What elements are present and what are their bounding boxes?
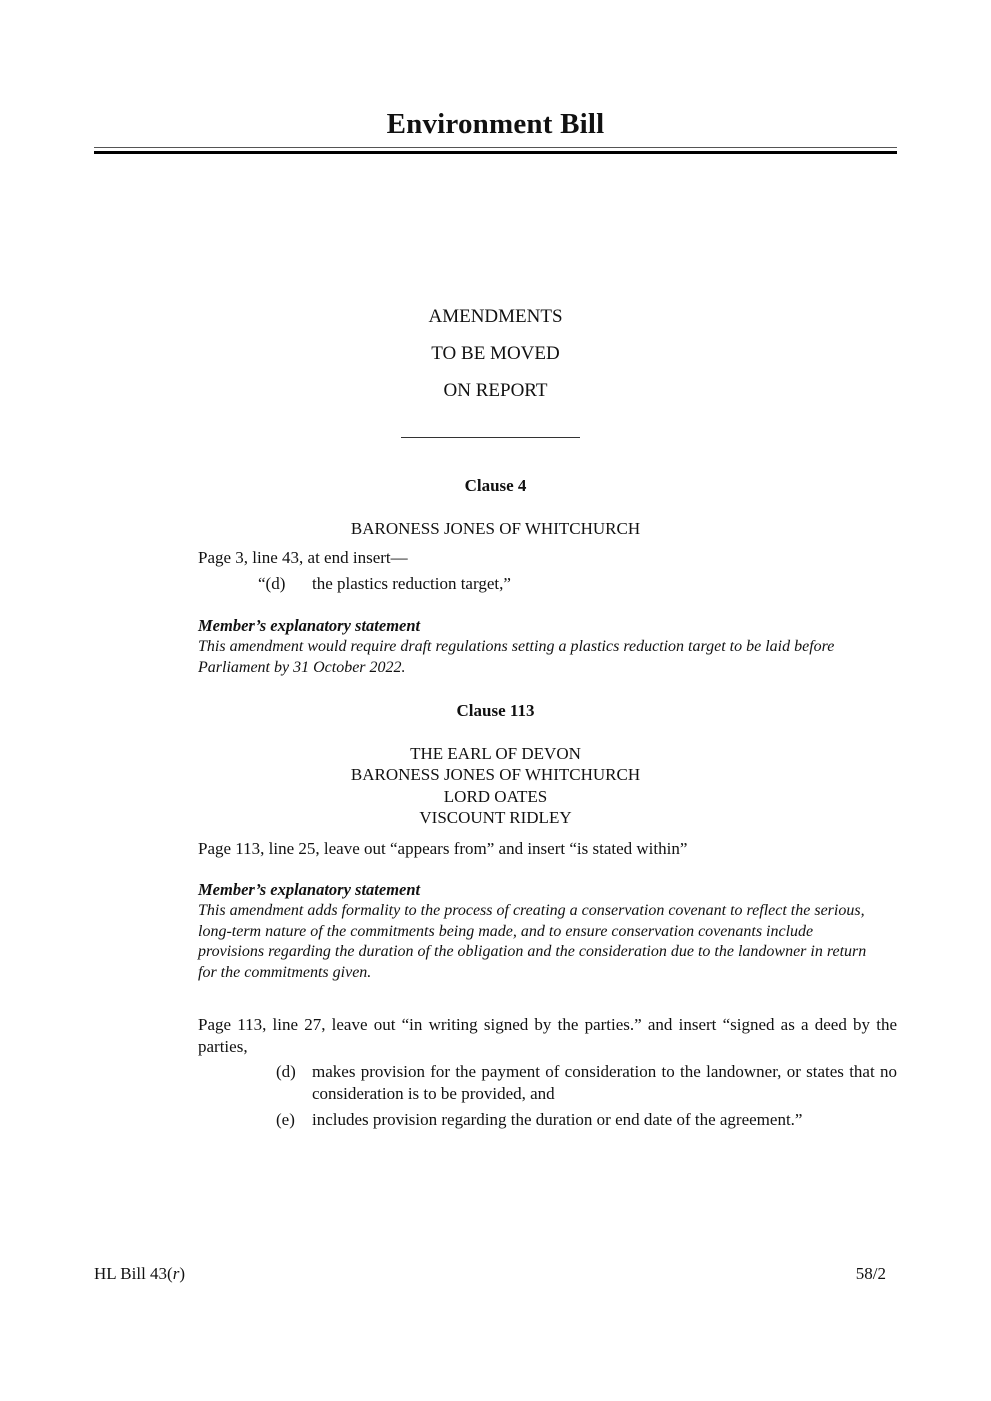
front-line-on-report: ON REPORT — [443, 380, 548, 401]
item-label: (d) — [276, 1062, 296, 1081]
inserted-item — [276, 1109, 897, 1131]
front-line-to-be-moved: TO BE MOVED — [431, 343, 560, 364]
item-text: makes provision for the payment of consideration to the landowner, or states that no consideration is to be provided, and — [312, 1062, 897, 1103]
bill-reference-close: ) — [179, 1264, 185, 1283]
inserted-item — [258, 573, 897, 595]
amendment-instruction: Page 113, line 27, leave out “in writing signed by the parties.” and insert “signed as a deed by the parties, — [198, 1015, 897, 1056]
title-rule-thin — [94, 147, 897, 148]
item-text: includes provision regarding the duration or end date of the agreement.” — [312, 1110, 803, 1129]
amendment-instruction: Page 113, line 25, leave out “appears from” and insert “is stated within” — [198, 839, 688, 858]
explanatory-statement-text: This amendment adds formality to the process of creating a conservation covenant to reflect the serious, long-term nature of the commitments being made, and to ensure conservation covenants include provisions regarding the duration of the obligation and the consideration due to the landowner in return for the commitments given. — [198, 902, 867, 981]
item-label: (e) — [276, 1110, 295, 1129]
clause-heading: Clause 4 — [464, 476, 527, 495]
explanatory-statement-text: This amendment would require draft regulations setting a plastics reduction target to be laid before Parliament by 31 October 2022. — [198, 638, 835, 676]
bill-reference — [94, 1264, 185, 1284]
section-divider — [401, 437, 580, 438]
sponsor-name: VISCOUNT RIDLEY — [419, 808, 572, 827]
front-line-amendments: AMENDMENTS — [428, 306, 563, 327]
title-rule-thick — [94, 151, 897, 154]
explanatory-statement-heading: Member’s explanatory statement — [198, 880, 421, 899]
inserted-item — [276, 1061, 897, 1104]
bill-reference-suffix-letter: r — [172, 1264, 180, 1283]
amendment-instruction: Page 3, line 43, at end insert— — [198, 548, 408, 567]
bill-title: Environment Bill — [386, 108, 605, 140]
sponsor-name: THE EARL OF DEVON — [410, 744, 581, 763]
item-text: the plastics reduction target,” — [312, 574, 511, 593]
sponsor-name: BARONESS JONES OF WHITCHURCH — [350, 519, 641, 538]
sponsor-name: LORD OATES — [443, 787, 548, 806]
bill-reference-prefix: HL Bill 43( — [94, 1264, 173, 1283]
item-label: “(d) — [258, 574, 286, 593]
clause-heading: Clause 113 — [456, 701, 535, 720]
page-reference: 58/2 — [855, 1264, 886, 1283]
explanatory-statement-heading: Member’s explanatory statement — [198, 616, 421, 635]
sponsor-name: BARONESS JONES OF WHITCHURCH — [350, 765, 641, 784]
